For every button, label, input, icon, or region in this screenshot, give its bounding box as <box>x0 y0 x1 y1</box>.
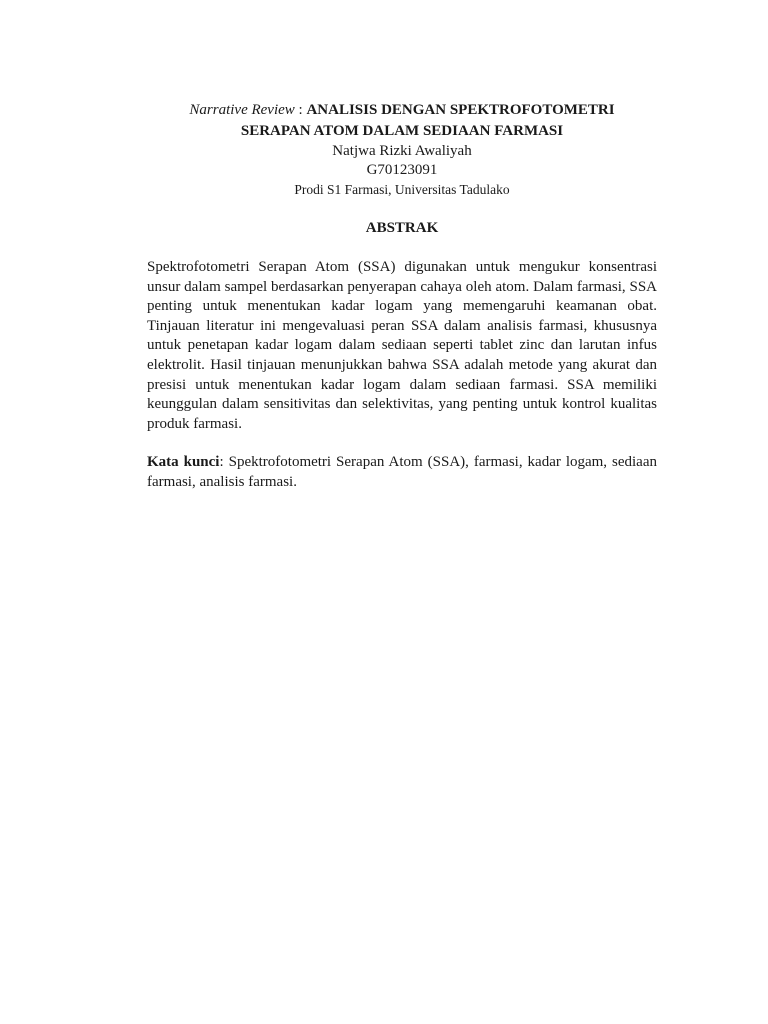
title-line-1: ANALISIS DENGAN SPEKTROFOTOMETRI <box>306 102 615 118</box>
keywords-paragraph <box>147 452 657 492</box>
keywords-label: Kata kunci <box>147 454 220 471</box>
keywords-colon: : <box>219 454 224 471</box>
abstract-heading: ABSTRAK <box>365 220 439 236</box>
keywords-text: Spektrofotometri Serapan Atom (SSA), farmasi, kadar logam, sediaan farmasi, analisis farmasi. <box>147 454 657 491</box>
author-affiliation: Prodi S1 Farmasi, Universitas Tadulako <box>294 182 510 197</box>
title-prefix: Narrative Review <box>189 102 295 118</box>
author-name: Natjwa Rizki Awaliyah <box>332 143 472 159</box>
paper-title <box>147 100 657 142</box>
title-line-2: SERAPAN ATOM DALAM SEDIAAN FARMASI <box>240 123 564 139</box>
abstract-body: Spektrofotometri Serapan Atom (SSA) digunakan untuk mengukur konsentrasi unsur dalam sampel berdasarkan penyerapan cahaya oleh atom. Dalam farmasi, SSA penting untuk menentukan kadar logam yang memengaruhi keamanan obat. Tinjauan literatur ini mengevaluasi peran SSA dalam analisis farmasi, khususnya untuk penetapan kadar logam dalam sediaan seperti tablet zinc dan larutan infus elektrolit. Hasil tinjauan menunjukkan bahwa SSA adalah metode yang akurat dan presisi untuk menentukan kadar logam dalam sediaan farmasi. SSA memiliki keunggulan dalam sensitivitas dan selektivitas, yang penting untuk kontrol kualitas produk farmasi. <box>147 259 657 432</box>
author-id: G70123091 <box>366 162 438 178</box>
document-page <box>147 100 657 492</box>
title-separator: : <box>294 102 307 118</box>
